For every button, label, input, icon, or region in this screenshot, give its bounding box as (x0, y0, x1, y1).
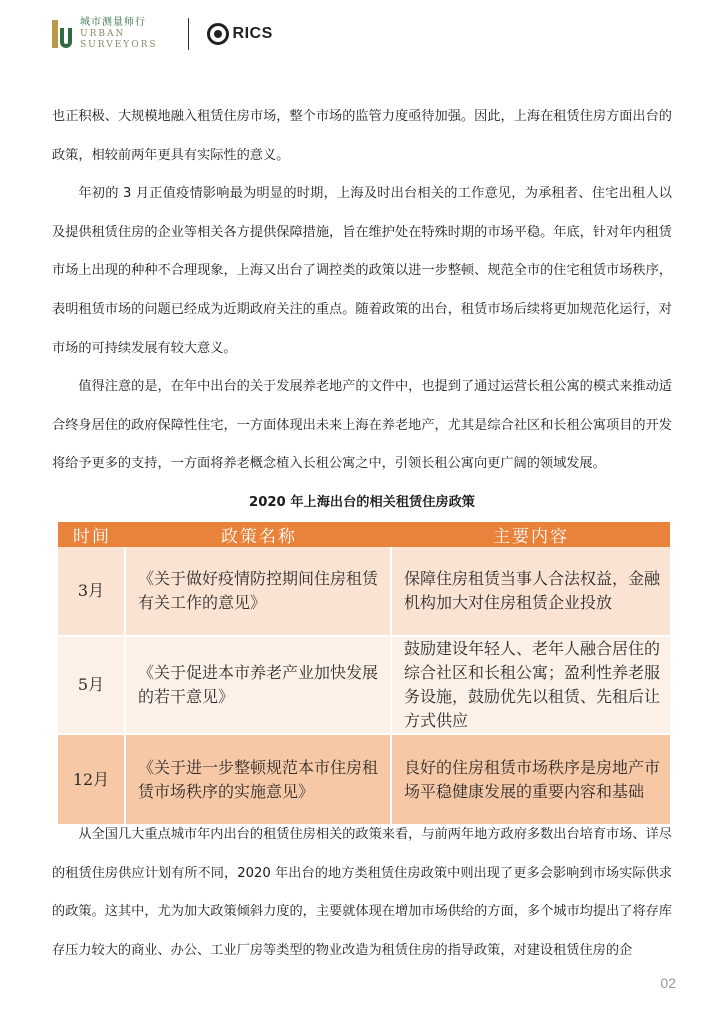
rics-logo (207, 23, 273, 45)
paragraph-national-policies: 从全国几大重点城市年内出台的租赁住房相关的政策来看，与前两年地方政府多数出台培育市场、详尽的租赁住房供应计划有所不同，2020 年出台的地方类租赁住房政策中则出现了更多会影响到市场实际供求的政策。这其中，尤为加大政策倾斜力度的，主要就体现在增加市场供给的方面，多个城市均提出了将存库存压力较大的商业、办公、工业厂房等类型的物业改造为租赁住房的指导政策，对建设租赁住房的企 (52, 827, 672, 958)
page-header (52, 14, 273, 54)
paragraph-march-policy: 年初的 3 月正值疫情影响最为明显的时期，上海及时出台相关的工作意见，为承租者、住宅出租人以及提供租赁住房的企业等相关各方提供保障措施，旨在维护处在特殊时期的市场平稳。年底，针对年内租赁市场上出现的种种不合理现象，上海又出台了调控类的政策以进一步整顿、规范全市的住宅租赁市场秩序，表明租赁市场的问题已经成为近期政府关注的重点。随着政策的出台，租赁市场后续将更加规范化运行，对市场的可持续发展有较大意义。 (52, 186, 672, 356)
row-content: 保障住房租赁当事人合法权益，金融机构加大对住房租赁企业投放 (392, 547, 670, 637)
urban-surveyors-cn-name: 城市测量师行 (80, 17, 146, 28)
table-title: 2020 年上海出台的相关租赁住房政策 (249, 494, 475, 510)
row-policy-name: 《关于促进本市养老产业加快发展的若干意见》 (126, 637, 392, 735)
row-time: 5月 (58, 637, 126, 735)
page-number: 02 (660, 975, 676, 991)
urban-surveyors-en-line2: SURVEYORS (80, 40, 158, 50)
table-row (58, 735, 670, 826)
table-header-row (58, 522, 670, 547)
row-content: 良好的住房租赁市场秩序是房地产市场平稳健康发展的重要内容和基础 (392, 735, 670, 826)
row-policy-name: 《关于进一步整顿规范本市住房租赁市场秩序的实施意见》 (126, 735, 392, 826)
rics-lion-icon (207, 23, 229, 45)
body-text (52, 98, 672, 522)
row-content: 鼓励建设年轻人、老年人融合居住的综合社区和长租公寓；盈利性养老服务设施，鼓励优先以租赁、先租后让方式供应 (392, 637, 670, 735)
header-main-content: 主要内容 (392, 522, 670, 547)
header-time: 时间 (58, 522, 126, 547)
row-time: 12月 (58, 735, 126, 826)
urban-surveyors-en-line1: URBAN (80, 29, 126, 39)
table-row (58, 547, 670, 637)
paragraph-elderly-housing: 值得注意的是，在年中出台的关于发展养老地产的文件中，也提到了通过运营长租公寓的模式来推动适合终身居住的政府保障性住宅，一方面体现出未来上海在养老地产，尤其是综合社区和长租公寓项目的开发将给予更多的支持，一方面将养老概念植入长租公寓之中，引领长租公寓向更广阔的领域发展。 (52, 379, 672, 472)
row-time: 3月 (58, 547, 126, 637)
rics-wordmark: RICS (232, 25, 273, 42)
policy-table (58, 522, 670, 826)
urban-surveyors-logo (52, 18, 158, 50)
urban-surveyors-logo-icon (52, 20, 74, 48)
header-divider (188, 18, 189, 50)
body-text-bottom (52, 816, 672, 970)
table-row (58, 637, 670, 735)
paragraph-continued: 也正积极、大规模地融入租赁住房市场，整个市场的监管力度亟待加强。因此，上海在租赁住房方面出台的政策，相较前两年更具有实际性的意义。 (52, 109, 672, 163)
row-policy-name: 《关于做好疫情防控期间住房租赁有关工作的意见》 (126, 547, 392, 637)
header-policy-name: 政策名称 (126, 522, 392, 547)
